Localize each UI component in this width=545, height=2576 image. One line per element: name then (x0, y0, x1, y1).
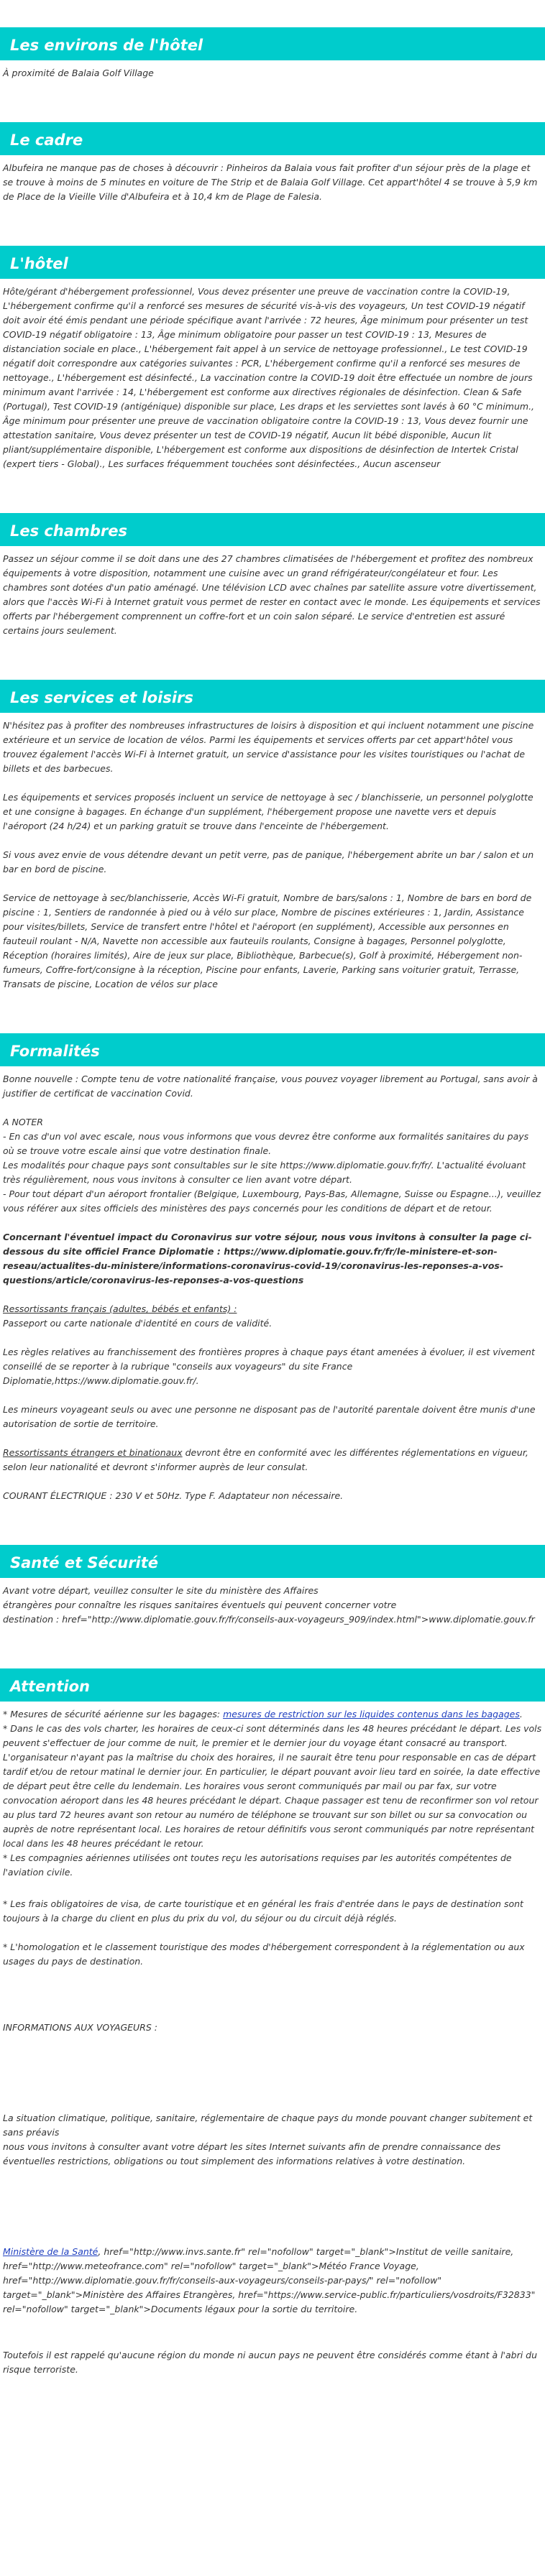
ressortissants-etrangers-label: Ressortissants étrangers et binationaux (3, 1447, 183, 1458)
attention-p9-text: , href="http://www.invs.sante.fr" rel="nofollow" target="_blank">Institut de veille sanitaire, href="http://www.meteofrance.com" rel="nofollow" target="_blank">Météo France Voyage, href="http://www.diplomatie.gouv.fr/fr/conseils-aux-voyageurs/conseils-par-pays/" rel="nofollow" target="_blank">Ministère des Affaires Etrangères, href="https://www.service-public.fr/particuliers/vosdroits/F32833" rel="nofollow" target="_blank">Documents légaux pour la sortie du territoire. (3, 2246, 536, 2314)
environs-text: À proximité de Balaia Golf Village (3, 68, 154, 78)
section-hotel (0, 246, 545, 496)
attention-paragraph-3: * Les compagnies aériennes utilisées ont toutes reçu les autorisations requises par les autorités compétentes de l'aviation civile. (3, 1852, 512, 1878)
liquids-restriction-link[interactable]: mesures de restriction sur les liquides contenus dans les bagages (223, 1709, 520, 1719)
section-title-hotel: L'hôtel (0, 246, 545, 279)
attention-paragraph-4: * Les frais obligatoires de visa, de carte touristique et en général les frais d'entrée dans le pays de destination sont toujours à la charge du client en plus du prix du vol, du séjour ou du circuit déjà réglés. (3, 1898, 523, 1924)
section-title-environs: Les environs de l'hôtel (0, 27, 545, 60)
ressortissants-etrangers-text: devront être en conformité avec les différentes réglementations en vigueur, selon leur nationalité et devront s'informer auprès de leur consulat. (3, 1447, 528, 1472)
section-sante (0, 1545, 545, 1651)
top-gap (0, 0, 545, 27)
attention-p1-suffix: . (519, 1709, 523, 1719)
ressortissants-etrangers (3, 1446, 542, 1474)
services-paragraph-1: N'hésitez pas à profiter des nombreuses infrastructures de loisirs à disposition et qui incluent notamment une piscine extérieure et un service de location de vélos. Parmi les équipements et services offerts par cet appart'hôtel vous trouvez également l'accès Wi-Fi à Internet gratuit, un service d'assistance pour les visites touristiques ou l'achat de billets et des barbecues. (3, 720, 534, 774)
cadre-text: Albufeira ne manque pas de choses à découvrir : Pinheiros da Balaia vous fait profiter d'un séjour près de la plage et se trouve à moins de 5 minutes en voiture de The Strip et de Balaia Golf Village. Cet appart'hôtel 4 se trouve à 5,9 km de Place de la Vieille Ville d'Albufeira et à 10,4 km de Plage de Falesia. (3, 162, 538, 202)
chambres-text: Passez un séjour comme il se doit dans une des 27 chambres climatisées de l'hébergement et profitez des nombreux équipements à votre disposition, notamment une cuisine avec un grand réfrigérateur/congélateur et four. Les chambres sont dotées d'un patio aménagé. Une télévision LCD avec chaînes par satellite assure votre divertissement, alors que l'accès Wi-Fi à Internet gratuit vous permet de rester en contact avec le monde. Les équipements et services offerts par l'hébergement comprennent un coffre-fort et un coin salon séparé. Le service d'entretien est assuré certains jours seulement. (3, 553, 541, 636)
section-services (0, 680, 545, 1016)
formalites-paragraph-2: - En cas d'un vol avec escale, nous vous informons que vous devrez être conforme aux formalités sanitaires du pays où se trouve votre escale ainsi que votre destination finale. (3, 1131, 529, 1156)
formalites-courant-electrique: COURANT ÉLECTRIQUE : 230 V et 50Hz. Type F. Adaptateur non nécessaire. (3, 1490, 344, 1501)
section-title-cadre: Le cadre (0, 122, 545, 155)
sante-line-3: destination : href="http://www.diplomatie.gouv.fr/fr/conseils-aux-voyageurs_909/index.html">www.diplomatie.gouv.fr (3, 1614, 535, 1625)
attention-paragraph-2: * Dans le cas des vols charter, les horaires de ceux-ci sont déterminés dans les 48 heures précédant le départ. Les vols peuvent s'effectuer de jour comme de nuit, le premier et le dernier jour du voyage étant consacré au transport. L'organisateur n'ayant pas la maîtrise du choix des horaires, il ne saurait être tenu pour responsable en cas de départ tardif et/ou de retour matinal le dernier jour. En particulier, le départ pouvant avoir lieu tard en soirée, la date effective de départ peut être celle du lendemain. Les horaires vous seront communiqués par mail ou par fax, sur votre convocation aéroport dans les 48 heures précédant le départ. Chaque passager est tenu de reconfirmer son vol retour au plus tard 72 heures avant son retour au numéro de téléphone se trouvant sur son billet ou sur sa convocation ou auprès de notre représentant local. Les horaires de retour définitifs vous seront communiqués par notre représentant local dans les 48 heures précédant le retour. (3, 1723, 542, 1849)
services-paragraph-3: Si vous avez envie de vous détendre devant un petit verre, pas de panique, l'hébergement abrite un bar / salon et un bar en bord de piscine. (3, 849, 534, 874)
hotel-text: Hôte/gérant d'hébergement professionnel, Vous devez présenter une preuve de vaccination contre la COVID-19, L'hébergement confirme qu'il a renforcé ses mesures de sécurité vis-à-vis des voyageurs, Un test COVID-19 négatif doit avoir été émis pendant une période spécifique avant l'arrivée : 72 heures, Âge minimum pour présenter un test COVID-19 négatif obligatoire : 13, Âge minimum obligatoire pour passer un test COVID-19 : 13, Mesures de distanciation sociale en place., L'hébergement fait appel à un service de nettoyage professionnel., Le test COVID-19 négatif doit correspondre aux catégories suivantes : PCR, L'hébergement confirme qu'il a renforcé ses mesures de nettoyage., L'hébergement est désinfecté., La vaccination contre la COVID-19 doit être effectuée un nombre de jours minimum avant l'arrivée : 14, L'hébergement est conforme aux directives régionales de désinfection. Clean & Safe (Portugal), Test COVID-19 (antigénique) disponible sur place, Les draps et les serviettes sont lavés à 60 °C minimum., Âge minimum pour présenter une preuve de vaccination obligatoire contre la COVID-19 : 13, Vous devez fournir une attestation sanitaire, Vous devez présenter un test de COVID-19 négatif, Aucun lit bébé disponible, Aucun lit pliant/supplémentaire disponible, L'hébergement est conforme aux dispositions de désinfection de Intertek Cristal (expert tiers - Global)., Les surfaces fréquemment touchées sont désinfectées., Aucun ascenseur (3, 286, 535, 469)
attention-paragraph-10: Toutefois il est rappelé qu'aucune région du monde ni aucun pays ne peuvent être considérés comme étant à l'abri du risque terroriste. (3, 2350, 538, 2375)
section-chambres (0, 513, 545, 663)
attention-paragraph-9 (3, 2245, 542, 2317)
sante-line-1: Avant votre départ, veuillez consulter le site du ministère des Affaires (3, 1585, 319, 1596)
formalites-paragraph-5: Concernant l'éventuel impact du Coronavirus sur votre séjour, nous vous invitons à consulter la page ci-dessous du site officiel France Diplomatie : https://www.diplomatie.gouv.fr/fr/le-ministere-et-son-reseau/actualites-du-ministere/informations-coronavirus-covid-19/coronavirus-les-reponses-a-vos-questions/article/coronavirus-les-reponses-a-vos-questions (3, 1232, 532, 1285)
formalites-paragraph-4: - Pour tout départ d'un aéroport frontalier (Belgique, Luxembourg, Pays-Bas, Allemagne, Suisse ou Espagne...), veuillez vous référer aux sites officiels des ministères des pays concernés pour les conditions de départ et de retour. (3, 1188, 541, 1214)
attention-p1-prefix: * Mesures de sécurité aérienne sur les bagages: (3, 1709, 224, 1719)
attention-paragraph-5: * L'homologation et le classement touristique des modes d'hébergement correspondent à la réglementation ou aux usages du pays de destination. (3, 1942, 525, 1967)
section-title-attention: Attention (0, 1668, 545, 1702)
attention-paragraph-6: INFORMATIONS AUX VOYAGEURS : (3, 2022, 157, 2033)
attention-paragraph-7: La situation climatique, politique, sanitaire, réglementaire de chaque pays du monde pouvant changer subitement et sans préavis (3, 2113, 533, 2138)
section-title-sante: Santé et Sécurité (0, 1545, 545, 1578)
attention-paragraph-8: nous vous invitons à consulter avant votre départ les sites Internet suivants afin de prendre connaissance des éventuelles restrictions, obligations ou tout simplement des informations relatives à votre destination. (3, 2141, 501, 2166)
formalites-paragraph-6: Les règles relatives au franchissement des frontières propres à chaque pays étant amenées à évoluer, il est vivement conseillé de se reporter à la rubrique "conseils aux voyageurs" du site France Diplomatie,https://www.diplomatie.gouv.fr/. (3, 1347, 535, 1386)
section-title-chambres: Les chambres (0, 513, 545, 546)
formalites-a-noter: A NOTER (3, 1117, 43, 1127)
formalites-paragraph-1: Bonne nouvelle : Compte tenu de votre nationalité française, vous pouvez voyager librement au Portugal, sans avoir à justifier de certificat de vaccination Covid. (3, 1074, 538, 1099)
section-formalites (0, 1033, 545, 1528)
section-cadre (0, 122, 545, 228)
services-paragraph-4: Service de nettoyage à sec/blanchisserie, Accès Wi-Fi gratuit, Nombre de bars/salons : 1, Nombre de bars en bord de piscine : 1, Sentiers de randonnée à pied ou à vélo sur place, Nombre de piscines extérieures : 1, Jardin, Assistance pour visites/billets, Service de transfert entre l'hôtel et l'aéroport (en supplément), Accessible aux personnes en fauteuil roulant - N/A, Navette non accessible aux fauteuils roulants, Consigne à bagages, Personnel polyglotte, Réception (horaires limités), Aire de jeux sur place, Bibliothèque, Barbecue(s), Golf à proximité, Hébergement non-fumeurs, Coffre-fort/consigne à la réception, Piscine pour enfants, Laverie, Parking sans voiturier gratuit, Terrasse, Transats de piscine, Location de vélos sur place (3, 892, 532, 989)
formalites-paragraph-3: Les modalités pour chaque pays sont consultables sur le site https://www.diplomatie.gouv.fr/fr/. L'actualité évoluant très régulièrement, nous vous invitons à consulter ce lien avant votre départ. (3, 1160, 526, 1185)
formalites-paragraph-7: Les mineurs voyageant seuls ou avec une personne ne disposant pas de l'autorité parentale doivent être munis d'une autorisation de sortie de territoire. (3, 1404, 536, 1429)
section-attention (0, 1668, 545, 2401)
section-title-formalites: Formalités (0, 1033, 545, 1066)
ressortissants-francais-label: Ressortissants français (adultes, bébés et enfants) : (3, 1303, 237, 1314)
section-title-services: Les services et loisirs (0, 680, 545, 713)
services-paragraph-2: Les équipements et services proposés incluent un service de nettoyage à sec / blanchisserie, un personnel polyglotte et une consigne à bagages. En échange d'un supplément, l'hébergement propose une navette vers et depuis l'aéroport (24 h/24) et un parking gratuit se trouve dans l'enceinte de l'hébergement. (3, 792, 533, 831)
ressortissants-francais-text: Passeport ou carte nationale d'identité en cours de validité. (3, 1318, 272, 1329)
attention-paragraph-1 (3, 1707, 542, 1722)
section-environs (0, 27, 545, 105)
ministere-sante-link[interactable]: Ministère de la Santé (3, 2246, 99, 2257)
sante-line-2: étrangères pour connaître les risques sanitaires éventuels qui peuvent concerner votre (3, 1599, 397, 1610)
